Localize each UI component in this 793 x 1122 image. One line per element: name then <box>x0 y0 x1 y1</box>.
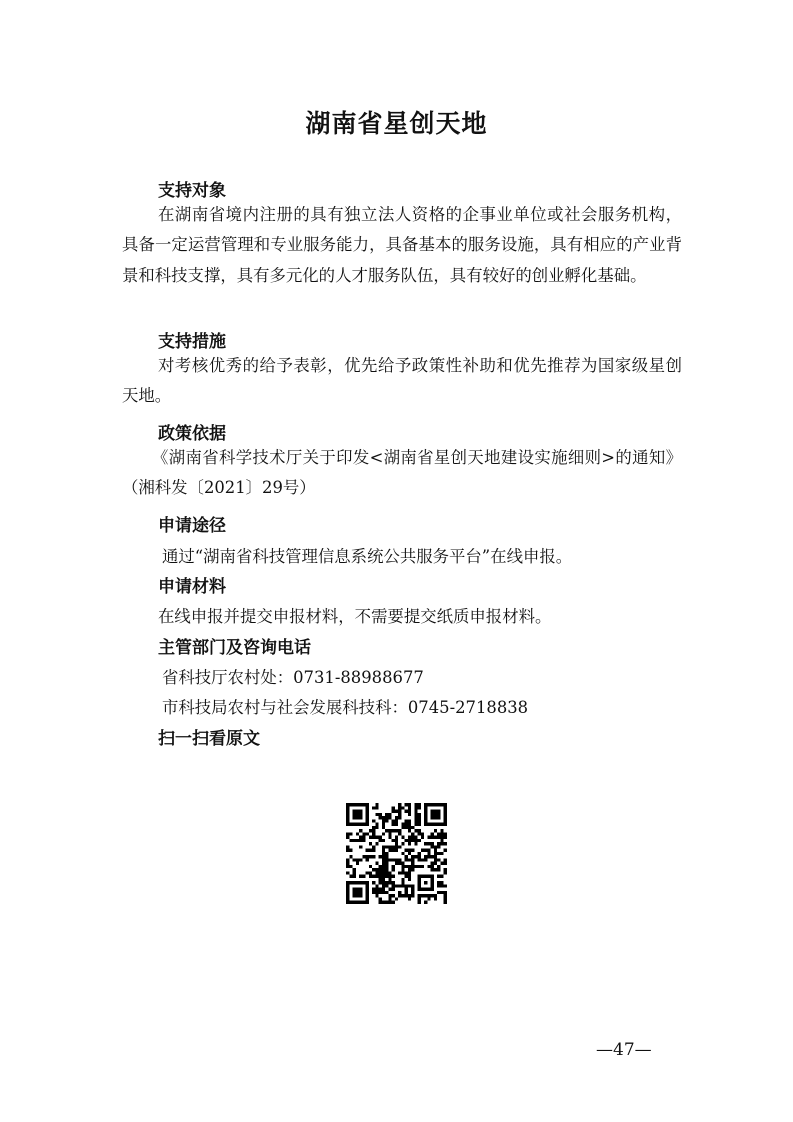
text-measures: 对考核优秀的给予表彰，优先给予政策性补助和优先推荐为国家级星创天地。 <box>122 356 682 406</box>
heading-contacts: 主管部门及咨询电话 <box>158 638 311 658</box>
heading-basis: 政策依据 <box>158 424 226 444</box>
text-basis: 《湖南省科学技术厅关于印发<湖南省星创天地建设实施细则>的通知》（湘科发〔2021〕29号） <box>122 448 682 498</box>
contact-line-1: 省科技厅农村处：0731-88988677 <box>162 668 424 687</box>
heading-measures: 支持措施 <box>158 332 226 352</box>
heading-scan: 扫一扫看原文 <box>158 729 260 749</box>
text-channel: 通过“湖南省科技管理信息系统公共服务平台”在线申报。 <box>162 547 573 566</box>
heading-channel: 申请途径 <box>158 516 226 536</box>
qr-code-icon <box>343 800 450 907</box>
heading-target: 支持对象 <box>158 181 226 201</box>
contact-line-2: 市科技局农村与社会发展科技科：0745-2718838 <box>162 698 529 717</box>
text-materials: 在线申报并提交申报材料，不需要提交纸质申报材料。 <box>158 607 552 626</box>
page-title: 湖南省星创天地 <box>305 109 488 138</box>
heading-materials: 申请材料 <box>158 577 226 597</box>
text-target: 在湖南省境内注册的具有独立法人资格的企事业单位或社会服务机构，具备一定运营管理和专业服务能力，具备基本的服务设施，具有相应的产业背景和科技支撑，具有多元化的人才服务队伍，具有较好的创业孵化基础。 <box>122 205 682 285</box>
page-number: —47— <box>596 1040 652 1060</box>
